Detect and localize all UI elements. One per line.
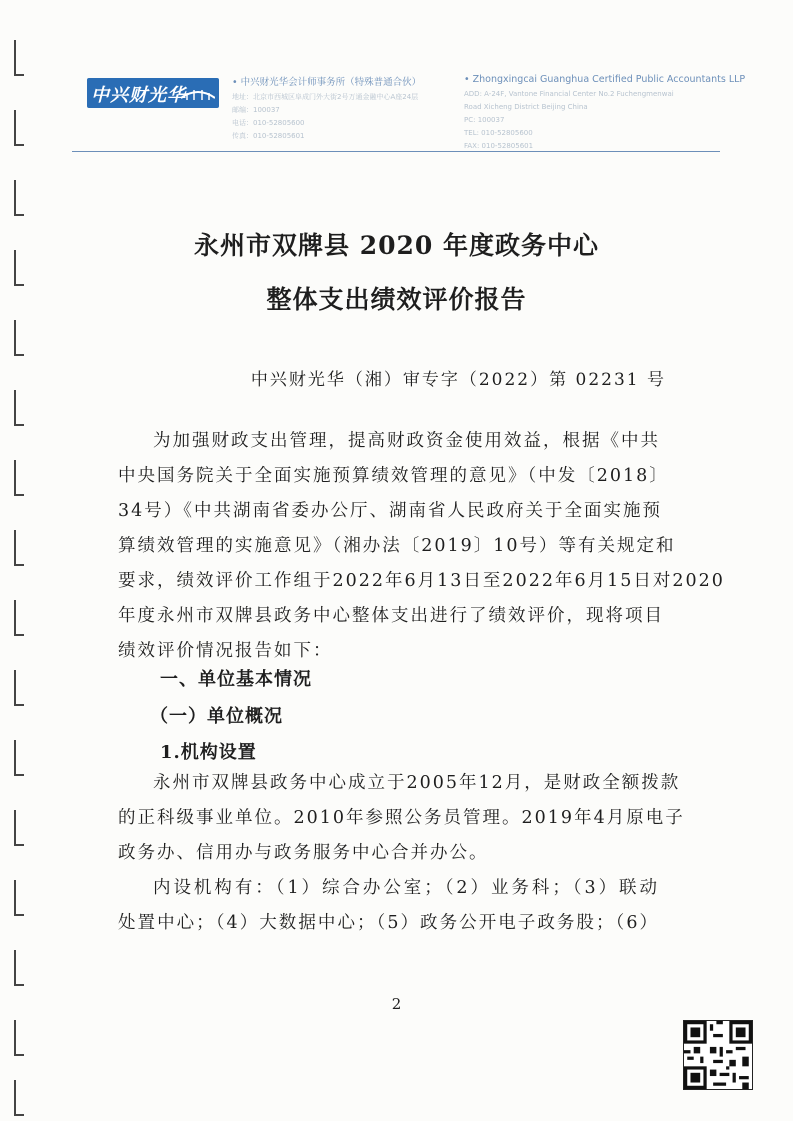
- subsection-heading-unit-overview: （一）单位概况: [150, 706, 283, 727]
- page-number: 2: [391, 995, 402, 1013]
- organization-line: 政务办、信用办与政务服务中心合并办公。: [118, 843, 489, 863]
- intro-paragraph: [118, 424, 725, 669]
- firm-address-en: ADD: A-24F, Vantone Financial Center No.2 Fuchengmenwai: [464, 90, 674, 98]
- letterhead-divider: [72, 151, 720, 152]
- departments-line: 处置中心；（4）大数据中心；（5）政务公开电子政务股；（6）: [118, 913, 659, 933]
- organization-line: 的正科级事业单位。2010年参照公务员管理。2019年4月原电子: [118, 808, 685, 828]
- departments-line: 内设机构有：（1）综合办公室；（2）业务科；（3）联动: [153, 878, 659, 898]
- firm-tel-cn: 电话：010-52805600: [232, 119, 305, 127]
- firm-logo: [87, 78, 219, 108]
- firm-postcode-cn: 邮编：100037: [232, 106, 280, 114]
- binding-marks: [6, 40, 30, 1100]
- organization-paragraph: [118, 766, 685, 871]
- report-title-line-1: 永州市双牌县 2020 年度政务中心: [194, 231, 599, 260]
- firm-pc-en: PC: 100037: [464, 116, 505, 124]
- firm-fax-en: FAX: 010-52805601: [464, 142, 534, 150]
- organization-line: 永州市双牌县政务中心成立于2005年12月，是财政全额拨款: [153, 773, 681, 793]
- letterhead-en-block: [464, 74, 746, 150]
- qr-code-icon: [683, 1020, 753, 1090]
- document-number: 中兴财光华（湘）审专字（2022）第 02231 号: [250, 370, 666, 390]
- section-heading-unit-basic-info: 一、单位基本情况: [160, 669, 312, 690]
- intro-line: 中央国务院关于全面实施预算绩效管理的意见》（中发〔2018〕: [118, 466, 669, 486]
- intro-line: 绩效评价情况报告如下：: [118, 641, 333, 661]
- departments-paragraph: [118, 871, 659, 941]
- firm-address-cn: 地址：北京市西城区阜成门外大街2号万通金融中心A座24层: [232, 93, 419, 101]
- firm-name-en: • Zhongxingcai Guanghua Certified Public Accountants LLP: [464, 74, 746, 85]
- report-title-line-2: 整体支出绩效评价报告: [266, 285, 527, 314]
- firm-fax-cn: 传真：010-52805601: [232, 132, 305, 140]
- letterhead: [72, 66, 746, 158]
- logo-bridge-icon: [181, 84, 215, 102]
- intro-line: 年度永州市双牌县政务中心整体支出进行了绩效评价，现将项目: [118, 606, 664, 626]
- firm-address-en-2: Road Xicheng District Beijing China: [464, 103, 588, 111]
- subsection-heading-organization: 1.机构设置: [160, 742, 257, 763]
- firm-tel-en: TEL: 010-52805600: [464, 129, 533, 137]
- firm-name-cn: • 中兴财光华会计师事务所（特殊普通合伙）: [232, 77, 422, 88]
- letterhead-cn-block: [232, 74, 462, 140]
- intro-line: 算绩效管理的实施意见》（湘办法〔2019〕10号）等有关规定和: [118, 536, 676, 556]
- intro-line: 为加强财政支出管理，提高财政资金使用效益，根据《中共: [153, 431, 660, 451]
- intro-line: 34号）《中共湖南省委办公厅、湖南省人民政府关于全面实施预: [118, 501, 663, 521]
- intro-line: 要求，绩效评价工作组于2022年6月13日至2022年6月15日对2020: [118, 571, 725, 591]
- logo-text: 中兴财光华: [91, 85, 186, 106]
